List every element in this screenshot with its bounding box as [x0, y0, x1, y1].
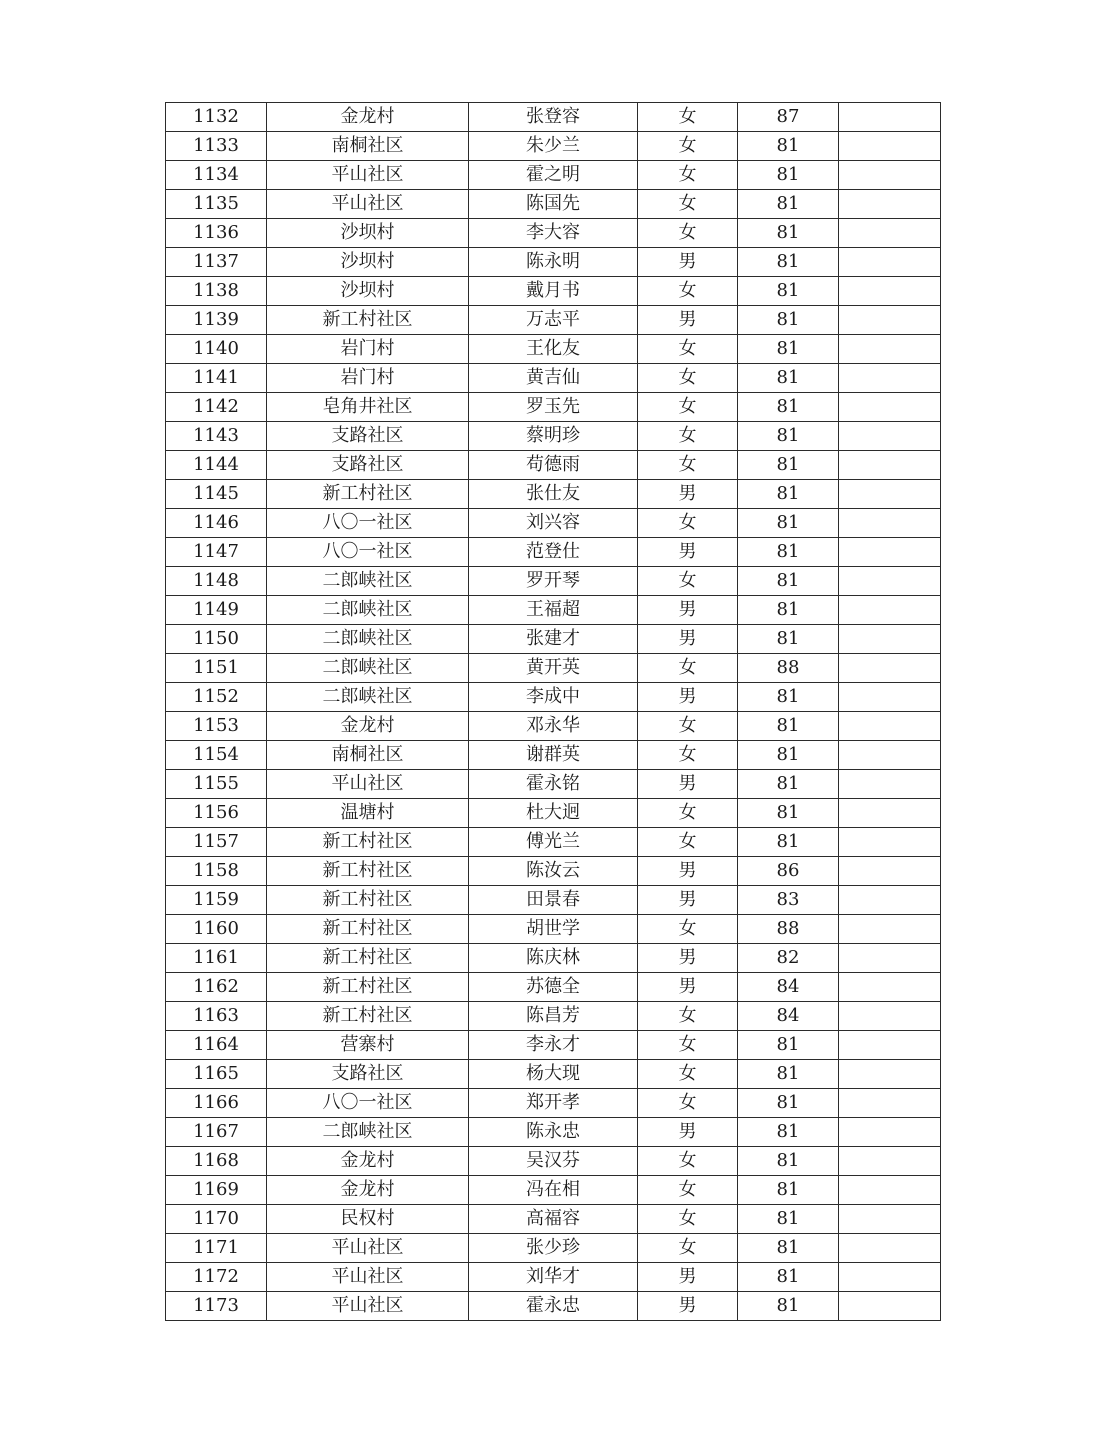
table-row: [166, 828, 941, 857]
gender-cell: 男: [638, 1118, 738, 1147]
row-number-cell: 1135: [166, 190, 267, 219]
remark-cell: [839, 190, 941, 219]
table-row: [166, 451, 941, 480]
row-number-cell: 1165: [166, 1060, 267, 1089]
row-number-cell: 1163: [166, 1002, 267, 1031]
community-cell: 民权村: [267, 1205, 469, 1234]
person-name-cell: 陈汝云: [469, 857, 638, 886]
remark-cell: [839, 886, 941, 915]
table-row: [166, 190, 941, 219]
age-cell: 81: [738, 480, 839, 509]
community-cell: 温塘村: [267, 799, 469, 828]
community-cell: 支路社区: [267, 422, 469, 451]
age-cell: 81: [738, 509, 839, 538]
community-cell: 支路社区: [267, 1060, 469, 1089]
community-cell: 南桐社区: [267, 741, 469, 770]
age-cell: 81: [738, 1263, 839, 1292]
remark-cell: [839, 741, 941, 770]
community-cell: 二郎峡社区: [267, 1118, 469, 1147]
row-number-cell: 1160: [166, 915, 267, 944]
table-row: [166, 1292, 941, 1321]
community-cell: 新工村社区: [267, 1002, 469, 1031]
table-row: [166, 1205, 941, 1234]
age-cell: 82: [738, 944, 839, 973]
remark-cell: [839, 712, 941, 741]
person-name-cell: 杜大迥: [469, 799, 638, 828]
person-name-cell: 罗玉先: [469, 393, 638, 422]
remark-cell: [839, 480, 941, 509]
community-cell: 二郎峡社区: [267, 683, 469, 712]
row-number-cell: 1168: [166, 1147, 267, 1176]
table-row: [166, 1060, 941, 1089]
age-cell: 81: [738, 219, 839, 248]
age-cell: 81: [738, 364, 839, 393]
person-name-cell: 苟德雨: [469, 451, 638, 480]
table-row: [166, 422, 941, 451]
row-number-cell: 1159: [166, 886, 267, 915]
age-cell: 84: [738, 973, 839, 1002]
row-number-cell: 1151: [166, 654, 267, 683]
age-cell: 81: [738, 451, 839, 480]
gender-cell: 女: [638, 1060, 738, 1089]
row-number-cell: 1140: [166, 335, 267, 364]
gender-cell: 女: [638, 132, 738, 161]
table-row: [166, 596, 941, 625]
remark-cell: [839, 1060, 941, 1089]
remark-cell: [839, 828, 941, 857]
community-cell: 沙坝村: [267, 277, 469, 306]
table-row: [166, 103, 941, 132]
gender-cell: 女: [638, 567, 738, 596]
row-number-cell: 1170: [166, 1205, 267, 1234]
community-cell: 支路社区: [267, 451, 469, 480]
remark-cell: [839, 567, 941, 596]
age-cell: 81: [738, 277, 839, 306]
row-number-cell: 1147: [166, 538, 267, 567]
age-cell: 81: [738, 828, 839, 857]
row-number-cell: 1146: [166, 509, 267, 538]
table-row: [166, 509, 941, 538]
person-name-cell: 李成中: [469, 683, 638, 712]
community-cell: 金龙村: [267, 103, 469, 132]
table-row: [166, 654, 941, 683]
table-row: [166, 132, 941, 161]
row-number-cell: 1155: [166, 770, 267, 799]
row-number-cell: 1150: [166, 625, 267, 654]
row-number-cell: 1149: [166, 596, 267, 625]
table-row: [166, 161, 941, 190]
community-cell: 平山社区: [267, 161, 469, 190]
person-name-cell: 陈永明: [469, 248, 638, 277]
age-cell: 81: [738, 1234, 839, 1263]
community-cell: 二郎峡社区: [267, 596, 469, 625]
community-cell: 平山社区: [267, 770, 469, 799]
gender-cell: 女: [638, 1176, 738, 1205]
community-cell: 二郎峡社区: [267, 625, 469, 654]
community-cell: 新工村社区: [267, 944, 469, 973]
remark-cell: [839, 364, 941, 393]
community-cell: 八〇一社区: [267, 1089, 469, 1118]
gender-cell: 女: [638, 190, 738, 219]
table-row: [166, 770, 941, 799]
table-row: [166, 886, 941, 915]
person-name-cell: 邓永华: [469, 712, 638, 741]
age-cell: 81: [738, 393, 839, 422]
age-cell: 84: [738, 1002, 839, 1031]
gender-cell: 男: [638, 683, 738, 712]
person-name-cell: 万志平: [469, 306, 638, 335]
row-number-cell: 1154: [166, 741, 267, 770]
table-row: [166, 1176, 941, 1205]
community-cell: 皂角井社区: [267, 393, 469, 422]
table-row: [166, 799, 941, 828]
person-name-cell: 霍永忠: [469, 1292, 638, 1321]
gender-cell: 女: [638, 393, 738, 422]
table-row: [166, 857, 941, 886]
row-number-cell: 1171: [166, 1234, 267, 1263]
row-number-cell: 1164: [166, 1031, 267, 1060]
community-cell: 新工村社区: [267, 480, 469, 509]
person-name-cell: 陈昌芳: [469, 1002, 638, 1031]
person-name-cell: 张建才: [469, 625, 638, 654]
person-name-cell: 李永才: [469, 1031, 638, 1060]
person-name-cell: 黄吉仙: [469, 364, 638, 393]
table-row: [166, 277, 941, 306]
row-number-cell: 1161: [166, 944, 267, 973]
community-cell: 岩门村: [267, 364, 469, 393]
age-cell: 81: [738, 248, 839, 277]
age-cell: 81: [738, 567, 839, 596]
age-cell: 81: [738, 741, 839, 770]
person-name-cell: 朱少兰: [469, 132, 638, 161]
gender-cell: 女: [638, 509, 738, 538]
remark-cell: [839, 683, 941, 712]
person-name-cell: 苏德全: [469, 973, 638, 1002]
age-cell: 81: [738, 1205, 839, 1234]
person-name-cell: 蔡明珍: [469, 422, 638, 451]
table-row: [166, 1002, 941, 1031]
gender-cell: 女: [638, 1205, 738, 1234]
row-number-cell: 1166: [166, 1089, 267, 1118]
row-number-cell: 1139: [166, 306, 267, 335]
gender-cell: 男: [638, 886, 738, 915]
gender-cell: 男: [638, 480, 738, 509]
table-row: [166, 741, 941, 770]
remark-cell: [839, 596, 941, 625]
remark-cell: [839, 335, 941, 364]
gender-cell: 男: [638, 857, 738, 886]
community-cell: 八〇一社区: [267, 538, 469, 567]
remark-cell: [839, 248, 941, 277]
table-row: [166, 538, 941, 567]
row-number-cell: 1132: [166, 103, 267, 132]
community-cell: 新工村社区: [267, 857, 469, 886]
row-number-cell: 1145: [166, 480, 267, 509]
age-cell: 81: [738, 770, 839, 799]
table-row: [166, 1234, 941, 1263]
community-cell: 平山社区: [267, 1263, 469, 1292]
table-row: [166, 1031, 941, 1060]
row-number-cell: 1142: [166, 393, 267, 422]
community-cell: 二郎峡社区: [267, 654, 469, 683]
community-cell: 营寨村: [267, 1031, 469, 1060]
gender-cell: 女: [638, 277, 738, 306]
remark-cell: [839, 1176, 941, 1205]
row-number-cell: 1158: [166, 857, 267, 886]
age-cell: 81: [738, 1060, 839, 1089]
row-number-cell: 1134: [166, 161, 267, 190]
remark-cell: [839, 1118, 941, 1147]
age-cell: 87: [738, 103, 839, 132]
row-number-cell: 1152: [166, 683, 267, 712]
person-name-cell: 霍之明: [469, 161, 638, 190]
remark-cell: [839, 103, 941, 132]
table-row: [166, 364, 941, 393]
row-number-cell: 1156: [166, 799, 267, 828]
person-name-cell: 陈庆林: [469, 944, 638, 973]
remark-cell: [839, 1292, 941, 1321]
person-name-cell: 冯在相: [469, 1176, 638, 1205]
person-name-cell: 郑开孝: [469, 1089, 638, 1118]
community-cell: 平山社区: [267, 190, 469, 219]
row-number-cell: 1136: [166, 219, 267, 248]
gender-cell: 女: [638, 915, 738, 944]
person-name-cell: 张仕友: [469, 480, 638, 509]
table-row: [166, 1147, 941, 1176]
table-row: [166, 915, 941, 944]
person-name-cell: 王化友: [469, 335, 638, 364]
person-name-cell: 胡世学: [469, 915, 638, 944]
table-row: [166, 335, 941, 364]
age-cell: 81: [738, 422, 839, 451]
gender-cell: 男: [638, 973, 738, 1002]
table-row: [166, 712, 941, 741]
community-cell: 平山社区: [267, 1292, 469, 1321]
gender-cell: 女: [638, 1031, 738, 1060]
community-cell: 平山社区: [267, 1234, 469, 1263]
remark-cell: [839, 509, 941, 538]
age-cell: 81: [738, 1031, 839, 1060]
community-cell: 沙坝村: [267, 219, 469, 248]
person-name-cell: 黄开英: [469, 654, 638, 683]
table-row: [166, 1263, 941, 1292]
remark-cell: [839, 973, 941, 1002]
roster-table-body: [166, 103, 941, 1321]
table-row: [166, 219, 941, 248]
gender-cell: 男: [638, 625, 738, 654]
table-row: [166, 944, 941, 973]
age-cell: 81: [738, 1118, 839, 1147]
gender-cell: 男: [638, 1263, 738, 1292]
remark-cell: [839, 1031, 941, 1060]
gender-cell: 女: [638, 422, 738, 451]
remark-cell: [839, 857, 941, 886]
community-cell: 金龙村: [267, 712, 469, 741]
gender-cell: 女: [638, 335, 738, 364]
person-name-cell: 戴月书: [469, 277, 638, 306]
row-number-cell: 1141: [166, 364, 267, 393]
remark-cell: [839, 1205, 941, 1234]
person-name-cell: 王福超: [469, 596, 638, 625]
person-name-cell: 吴汉芬: [469, 1147, 638, 1176]
community-cell: 新工村社区: [267, 306, 469, 335]
community-cell: 新工村社区: [267, 973, 469, 1002]
community-cell: 二郎峡社区: [267, 567, 469, 596]
gender-cell: 男: [638, 944, 738, 973]
gender-cell: 女: [638, 1002, 738, 1031]
gender-cell: 男: [638, 1292, 738, 1321]
remark-cell: [839, 1147, 941, 1176]
gender-cell: 女: [638, 654, 738, 683]
community-cell: 八〇一社区: [267, 509, 469, 538]
remark-cell: [839, 161, 941, 190]
table-row: [166, 683, 941, 712]
community-cell: 岩门村: [267, 335, 469, 364]
person-name-cell: 高福容: [469, 1205, 638, 1234]
row-number-cell: 1153: [166, 712, 267, 741]
community-cell: 沙坝村: [267, 248, 469, 277]
gender-cell: 女: [638, 712, 738, 741]
age-cell: 81: [738, 1292, 839, 1321]
age-cell: 88: [738, 654, 839, 683]
age-cell: 81: [738, 1176, 839, 1205]
gender-cell: 女: [638, 364, 738, 393]
remark-cell: [839, 451, 941, 480]
community-cell: 南桐社区: [267, 132, 469, 161]
remark-cell: [839, 1002, 941, 1031]
person-name-cell: 刘华才: [469, 1263, 638, 1292]
age-cell: 81: [738, 596, 839, 625]
table-row: [166, 567, 941, 596]
table-row: [166, 480, 941, 509]
elderly-roster-table: [165, 102, 941, 1321]
age-cell: 81: [738, 161, 839, 190]
remark-cell: [839, 625, 941, 654]
gender-cell: 男: [638, 248, 738, 277]
table-row: [166, 1118, 941, 1147]
age-cell: 83: [738, 886, 839, 915]
age-cell: 81: [738, 799, 839, 828]
remark-cell: [839, 277, 941, 306]
row-number-cell: 1148: [166, 567, 267, 596]
person-name-cell: 陈永忠: [469, 1118, 638, 1147]
person-name-cell: 范登仕: [469, 538, 638, 567]
gender-cell: 男: [638, 596, 738, 625]
gender-cell: 女: [638, 1147, 738, 1176]
age-cell: 81: [738, 190, 839, 219]
table-row: [166, 393, 941, 422]
table-row: [166, 248, 941, 277]
age-cell: 81: [738, 538, 839, 567]
age-cell: 81: [738, 306, 839, 335]
row-number-cell: 1157: [166, 828, 267, 857]
person-name-cell: 傅光兰: [469, 828, 638, 857]
table-row: [166, 625, 941, 654]
community-cell: 金龙村: [267, 1147, 469, 1176]
remark-cell: [839, 219, 941, 248]
table-row: [166, 973, 941, 1002]
remark-cell: [839, 944, 941, 973]
remark-cell: [839, 1089, 941, 1118]
remark-cell: [839, 393, 941, 422]
person-name-cell: 霍永铭: [469, 770, 638, 799]
gender-cell: 男: [638, 770, 738, 799]
person-name-cell: 罗开琴: [469, 567, 638, 596]
row-number-cell: 1169: [166, 1176, 267, 1205]
person-name-cell: 陈国先: [469, 190, 638, 219]
table-row: [166, 1089, 941, 1118]
gender-cell: 女: [638, 1089, 738, 1118]
row-number-cell: 1173: [166, 1292, 267, 1321]
age-cell: 81: [738, 1147, 839, 1176]
remark-cell: [839, 306, 941, 335]
age-cell: 81: [738, 625, 839, 654]
age-cell: 86: [738, 857, 839, 886]
row-number-cell: 1137: [166, 248, 267, 277]
remark-cell: [839, 1263, 941, 1292]
person-name-cell: 刘兴容: [469, 509, 638, 538]
row-number-cell: 1143: [166, 422, 267, 451]
remark-cell: [839, 422, 941, 451]
gender-cell: 男: [638, 538, 738, 567]
remark-cell: [839, 654, 941, 683]
gender-cell: 女: [638, 741, 738, 770]
row-number-cell: 1172: [166, 1263, 267, 1292]
row-number-cell: 1138: [166, 277, 267, 306]
gender-cell: 女: [638, 451, 738, 480]
remark-cell: [839, 799, 941, 828]
remark-cell: [839, 538, 941, 567]
person-name-cell: 杨大现: [469, 1060, 638, 1089]
person-name-cell: 谢群英: [469, 741, 638, 770]
person-name-cell: 张登容: [469, 103, 638, 132]
gender-cell: 女: [638, 219, 738, 248]
gender-cell: 女: [638, 103, 738, 132]
gender-cell: 女: [638, 161, 738, 190]
row-number-cell: 1144: [166, 451, 267, 480]
age-cell: 81: [738, 335, 839, 364]
person-name-cell: 张少珍: [469, 1234, 638, 1263]
age-cell: 88: [738, 915, 839, 944]
person-name-cell: 李大容: [469, 219, 638, 248]
gender-cell: 女: [638, 1234, 738, 1263]
community-cell: 新工村社区: [267, 915, 469, 944]
age-cell: 81: [738, 712, 839, 741]
remark-cell: [839, 132, 941, 161]
age-cell: 81: [738, 683, 839, 712]
community-cell: 金龙村: [267, 1176, 469, 1205]
table-row: [166, 306, 941, 335]
gender-cell: 男: [638, 306, 738, 335]
age-cell: 81: [738, 132, 839, 161]
remark-cell: [839, 915, 941, 944]
row-number-cell: 1167: [166, 1118, 267, 1147]
age-cell: 81: [738, 1089, 839, 1118]
community-cell: 新工村社区: [267, 886, 469, 915]
gender-cell: 女: [638, 828, 738, 857]
person-name-cell: 田景春: [469, 886, 638, 915]
gender-cell: 女: [638, 799, 738, 828]
row-number-cell: 1133: [166, 132, 267, 161]
remark-cell: [839, 770, 941, 799]
row-number-cell: 1162: [166, 973, 267, 1002]
remark-cell: [839, 1234, 941, 1263]
community-cell: 新工村社区: [267, 828, 469, 857]
